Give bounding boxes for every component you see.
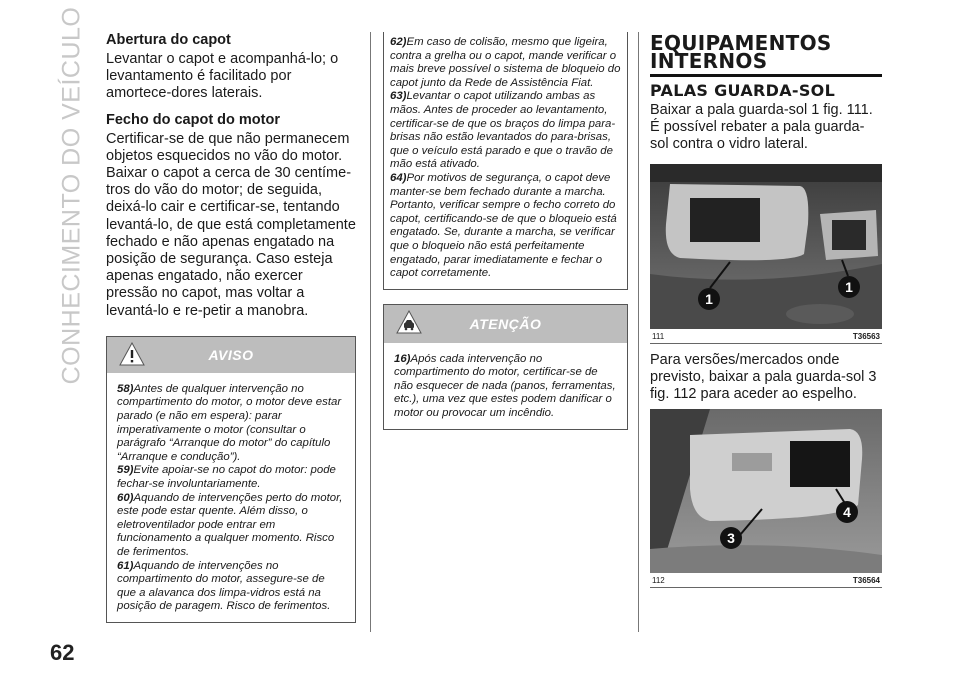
paragraph-fecho: Certificar-se de que não permanecem objetos esquecidos no vão do motor. Baixar o capot a cerca de 30 centíme-tros do vão do motor; de seguida, deixá-lo cair e certificar-se, tentando levantá-lo, de que está completamente fechado e não apenas engatado na posição de segurança. Caso esteja apenas engatado, não exercer pressão no capot, mas voltar a levantá-lo e re-petir a manobra. xyxy=(106,130,356,319)
figure-marker-3: 3 xyxy=(720,527,742,549)
subsection-title: PALAS GUARDA-SOL xyxy=(650,81,836,100)
sun-visor-photo xyxy=(650,164,882,329)
note-item: 64)Por motivos de segurança, o capot deve manter-se bem fechado durante a marcha. Portanto, verificar sempre o fecho correto do capot, certificando-se de que o bloqueio está engatado. Se, durante a marcha, se verificar que o bloqueio não está perfeitamente engatado, parar imediatamente e fechar o capot corretamente. xyxy=(390,171,617,280)
aviso-box xyxy=(106,336,356,623)
page-number: 62 xyxy=(50,640,75,665)
note-item: 63)Levantar o capot utilizando ambas as mãos. Antes de proceder ao levantamento, certificar-se de que os braços do limpa para-brisas não estão levantados do para-brisas, que o veículo está parado e que o travão de mão está ativado. xyxy=(390,90,616,171)
section-rule xyxy=(650,74,882,77)
section-title: EQUIPAMENTOS INTERNOS xyxy=(650,31,832,73)
chapter-title: CONHECIMENTO DO VEÍCULO xyxy=(57,6,86,384)
note-item: 60)Aquando de intervenções perto do motor, este pode estar quente. Além disso, o eletroventilador pode entrar em funcionamento a qualquer momento. Risco de ferimentos. xyxy=(117,491,343,558)
note-item: 16)Após cada intervenção no compartimento do motor, certificar-se de não esquecer de nada (panos, ferramentas, etc.), uma vez que estes podem danificar o motor ou provocar um incêndio. xyxy=(394,352,616,420)
paragraph-espelho: Para versões/mercados onde previsto, baixar a pala guarda-sol 3 fig. 112 para aceder ao espelho. xyxy=(650,351,877,403)
aviso-body xyxy=(107,373,355,622)
heading-fecho: Fecho do capot do motor xyxy=(106,111,280,128)
figure-number: 112 xyxy=(652,576,665,586)
column-divider xyxy=(370,32,371,632)
figure-marker-4: 4 xyxy=(836,501,858,523)
column-2 xyxy=(383,32,628,430)
aviso-title: AVISO xyxy=(208,346,254,363)
figure-marker-1: 1 xyxy=(698,288,720,310)
figure-111 xyxy=(650,164,882,344)
figure-caption xyxy=(650,573,882,587)
atencao-header xyxy=(384,305,627,343)
atencao-body xyxy=(384,343,627,429)
column-3 xyxy=(650,32,882,588)
note-item: 61)Aquando de intervenções no compartimento do motor, assegure-se de que a alavanca dos limpa-vidros está na posição de paragem. Risco de ferimentos. xyxy=(117,559,331,613)
note-item: 58)Antes de qualquer intervenção no compartimento do motor, o motor deve estar parado (e não em espera): parar imperativamente o motor (consultar o parágrafo “Arranque do motor” do capítulo “Arranque e condução”). xyxy=(117,382,342,463)
car-warning-icon xyxy=(396,310,422,339)
atencao-title: ATENÇÃO xyxy=(469,315,542,332)
continued-notes xyxy=(383,32,628,290)
figure-112 xyxy=(650,409,882,588)
figure-code: T36563 xyxy=(852,331,880,341)
warning-triangle-icon xyxy=(119,342,145,371)
column-1 xyxy=(106,32,356,623)
atencao-box xyxy=(383,304,628,430)
note-item: 59)Evite apoiar-se no capot do motor: pode fechar-se involuntariamente. xyxy=(117,464,336,490)
figure-code: T36564 xyxy=(852,576,880,586)
aviso-header xyxy=(107,337,355,373)
paragraph-pala: Baixar a pala guarda-sol 1 fig. 111. É possível rebater a pala guarda-sol contra o vidro lateral. xyxy=(650,102,873,153)
note-item: 62)Em caso de colisão, mesmo que ligeira, contra a grelha ou o capot, mande verificar o mais breve possível o sistema de bloqueio do capot junto da Rede de Assistência Fiat. xyxy=(390,36,621,89)
figure-caption xyxy=(650,329,882,343)
figure-marker-1: 1 xyxy=(838,276,860,298)
vanity-mirror-photo xyxy=(650,409,882,573)
paragraph-abertura: Levantar o capot e acompanhá-lo; o levantamento é facilitado por amortece-dores laterais. xyxy=(106,51,339,102)
column-divider xyxy=(638,32,639,632)
figure-number: 111 xyxy=(652,331,665,341)
heading-abertura: Abertura do capot xyxy=(106,32,231,48)
